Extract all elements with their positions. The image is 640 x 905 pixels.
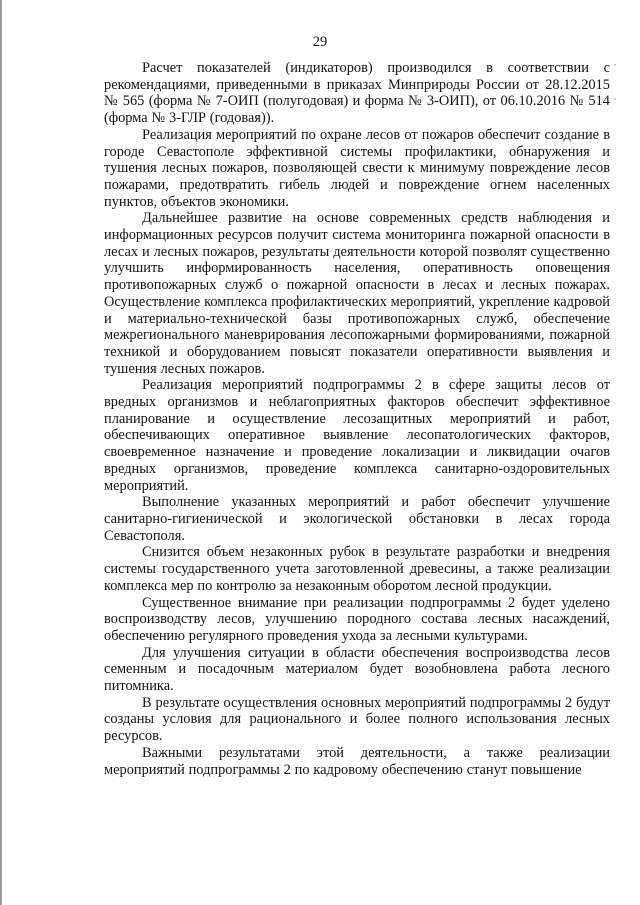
paragraph: Расчет показателей (индикаторов) производился в соответствии с рекомендациями, приведенными в приказах Минприроды России от 28.12.2015 № 565 (форма № 7-ОИП (полугодовая) и форма № 3-ОИП), от 06.10.2016 № 514 (форма № 3-ГЛР (годовая)). [104,60,610,127]
paragraph: Дальнейшее развитие на основе современных средств наблюдения и информационных ресурсов получит система мониторинга пожарной опасности в лесах и лесных пожаров, результаты деятельности которой позволят существенно улучшить информированность населения, оперативность оповещения противопожарных служб о пожарной опасности в лесах и лесных пожарах. Осуществление комплекса профилактических мероприятий, укрепление кадровой и материально-технической базы противопожарных служб, обеспечение межрегионального маневрирования лесопожарными формированиями, пожарной техникой и оборудованием повысят показатели оперативности выявления и тушения лесных пожаров. [104,210,610,377]
paragraph: Снизится объем незаконных рубок в результате разработки и внедрения системы государственного учета заготовленной древесины, а также реализации комплекса мер по контролю за незаконным оборотом лесной продукции. [104,544,610,594]
scan-artifact-mark: ˙ [613,95,617,109]
scan-left-edge [0,0,2,905]
paragraph: Реализация мероприятий по охране лесов от пожаров обеспечит создание в городе Севастополе эффективной системы профилактики, обнаружения и тушения лесных пожаров, позволяющей свести к минимуму повреждение лесов пожарами, предотвратить гибель людей и повреждение огнем населенных пунктов, объектов экономики. [104,126,610,210]
paragraph: Существенное внимание при реализации подпрограммы 2 будет уделено воспроизводству лесов, улучшению породного состава лесных насаждений, обеспечению регулярного проведения ухода за лесными культурами. [104,594,610,644]
scan-artifact-mark: ˙ [613,61,617,75]
page-number: 29 [312,34,328,50]
paragraph: Реализация мероприятий подпрограммы 2 в сфере защиты лесов от вредных организмов и неблагоприятных факторов обеспечит эффективное планирование и осуществление лесозащитных мероприятий и работ, обеспечивающих оперативное выявление лесопатологических факторов, своевременное назначение и проведение локализации и ликвидации очагов вредных организмов, проведение комплекса санитарно-оздоровительных мероприятий. [104,377,610,494]
paragraph: Важными результатами этой деятельности, а также реализации мероприятий подпрограммы 2 по кадровому обеспечению станут повышение [104,744,610,778]
paragraph: Выполнение указанных мероприятий и работ обеспечит улучшение санитарно-гигиенической и экологической обстановки в лесах города Севастополя. [104,494,610,544]
document-body [104,60,610,778]
paragraph: В результате осуществления основных мероприятий подпрограммы 2 будут созданы условия для рационального и более полного использования лесных ресурсов. [104,694,610,745]
paragraph: Для улучшения ситуации в области обеспечения воспроизводства лесов семенным и посадочным материалом будет возобновлена работа лесного питомника. [104,644,610,695]
